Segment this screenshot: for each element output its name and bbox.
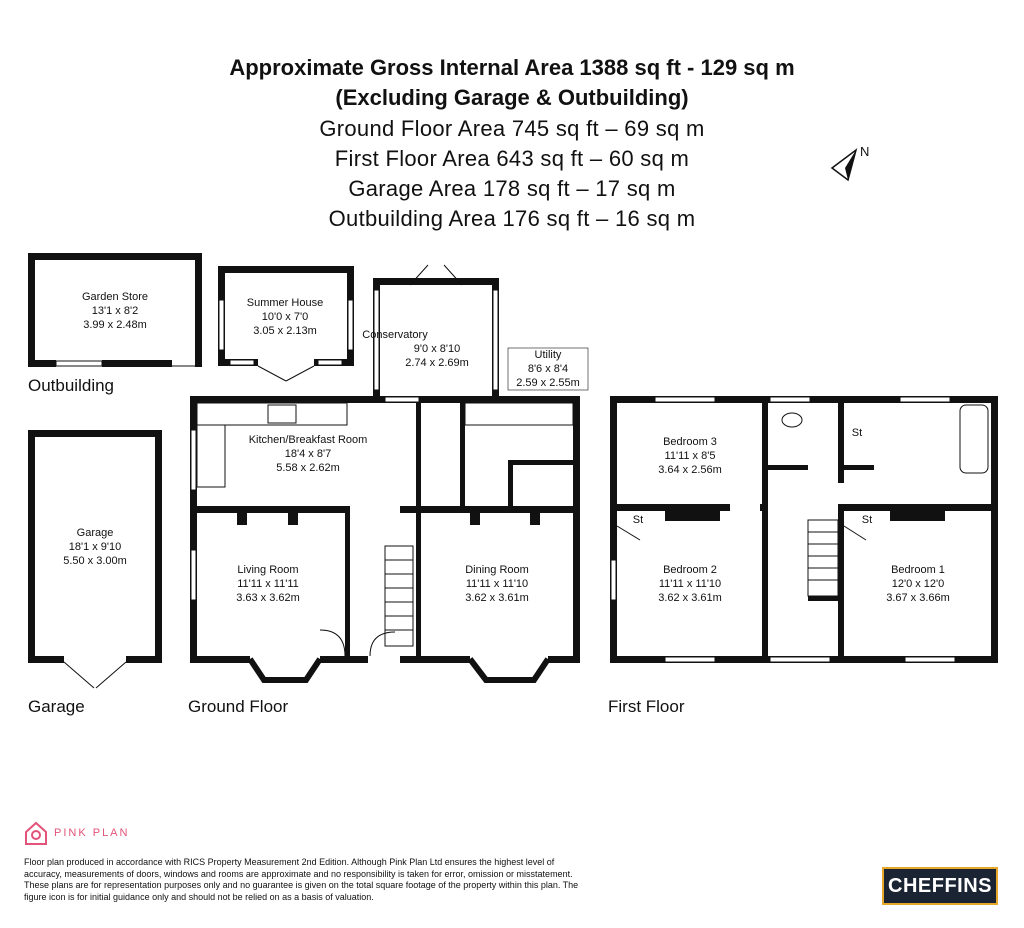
brand-name: PINK PLAN [54, 827, 130, 839]
garden-store-metric: 3.99 x 2.48m [83, 319, 147, 331]
dining-name: Dining Room [465, 564, 529, 576]
bedroom3-name: Bedroom 3 [663, 436, 717, 448]
bedroom2-name: Bedroom 2 [663, 564, 717, 576]
compass-label: N [860, 144, 870, 159]
ground-floor-plan [190, 265, 580, 680]
gross-area-title: Approximate Gross Internal Area 1388 sq ft - 129 sq m [229, 55, 795, 80]
bedroom1-imperial: 12'0 x 12'0 [891, 578, 945, 590]
utility-metric: 2.59 x 2.55m [516, 377, 580, 389]
conservatory-imperial: 9'0 x 8'10 [413, 343, 461, 355]
pink-plan-brand [24, 818, 129, 848]
dining-imperial: 11'11 x 11'10 [465, 578, 529, 590]
utility-imperial: 8'6 x 8'4 [527, 363, 569, 375]
disclaimer-text: Floor plan produced in accordance with RICS Property Measurement 2nd Edition. Although Pink Plan Ltd ensures the highest level of accuracy, measurements of doors, windows and rooms are approximate and no responsibility is taken for error, omission or misstatement. These plans are for representation purposes only and no guarantee is given on the total square footage of the property within this plan. The figure icon is for initial guidance only and should not be relied on as a basis of valuation. [24, 857, 579, 902]
first-floor-area: First Floor Area 643 sq ft – 60 sq m [334, 146, 690, 171]
conservatory-metric: 2.74 x 2.69m [405, 357, 469, 369]
garage-imperial: 18'1 x 9'10 [68, 541, 122, 553]
kitchen-metric: 5.58 x 2.62m [276, 462, 340, 474]
summer-house-plan [218, 266, 354, 381]
kitchen-name: Kitchen/Breakfast Room [248, 434, 368, 446]
garage-label: Garage [28, 697, 85, 716]
north-arrow-icon [832, 144, 869, 180]
bedroom3-metric: 3.64 x 2.56m [658, 464, 722, 476]
outbuilding-area: Outbuilding Area 176 sq ft – 16 sq m [328, 206, 696, 231]
bedroom2-imperial: 11'11 x 11'10 [658, 578, 722, 590]
cheffins-logo: CHEFFINS [882, 867, 998, 905]
bedroom2-store-label: St [632, 514, 644, 526]
dining-metric: 3.62 x 3.61m [465, 592, 529, 604]
summer-house-name: Summer House [246, 297, 324, 309]
bedroom3-imperial: 11'11 x 8'5 [664, 450, 716, 462]
exclusion-note: (Excluding Garage & Outbuilding) [335, 85, 689, 110]
landing-store-label: St [851, 427, 863, 439]
garage-area: Garage Area 178 sq ft – 17 sq m [348, 176, 676, 201]
conservatory-name: Conservatory [362, 329, 428, 341]
living-imperial: 11'11 x 11'11 [237, 578, 299, 590]
summer-house-imperial: 10'0 x 7'0 [261, 311, 309, 323]
living-name: Living Room [237, 564, 299, 576]
outbuilding-label: Outbuilding [28, 376, 115, 395]
garden-store-imperial: 13'1 x 8'2 [91, 305, 139, 317]
summer-house-metric: 3.05 x 2.13m [253, 325, 317, 337]
living-metric: 3.63 x 3.62m [236, 592, 300, 604]
bedroom1-store-label: St [861, 514, 873, 526]
ground-floor-area: Ground Floor Area 745 sq ft – 69 sq m [319, 116, 705, 141]
bedroom1-metric: 3.67 x 3.66m [886, 592, 950, 604]
garage-metric: 5.50 x 3.00m [63, 555, 127, 567]
bedroom1-name: Bedroom 1 [891, 564, 945, 576]
first-floor-label: First Floor [608, 697, 685, 716]
house-logo-icon [24, 820, 48, 846]
garden-store-name: Garden Store [81, 291, 149, 303]
utility-name: Utility [534, 349, 562, 361]
ground-floor-label: Ground Floor [188, 697, 289, 716]
bedroom2-metric: 3.62 x 3.61m [658, 592, 722, 604]
garage-name: Garage [76, 527, 114, 539]
kitchen-imperial: 18'4 x 8'7 [284, 448, 332, 460]
